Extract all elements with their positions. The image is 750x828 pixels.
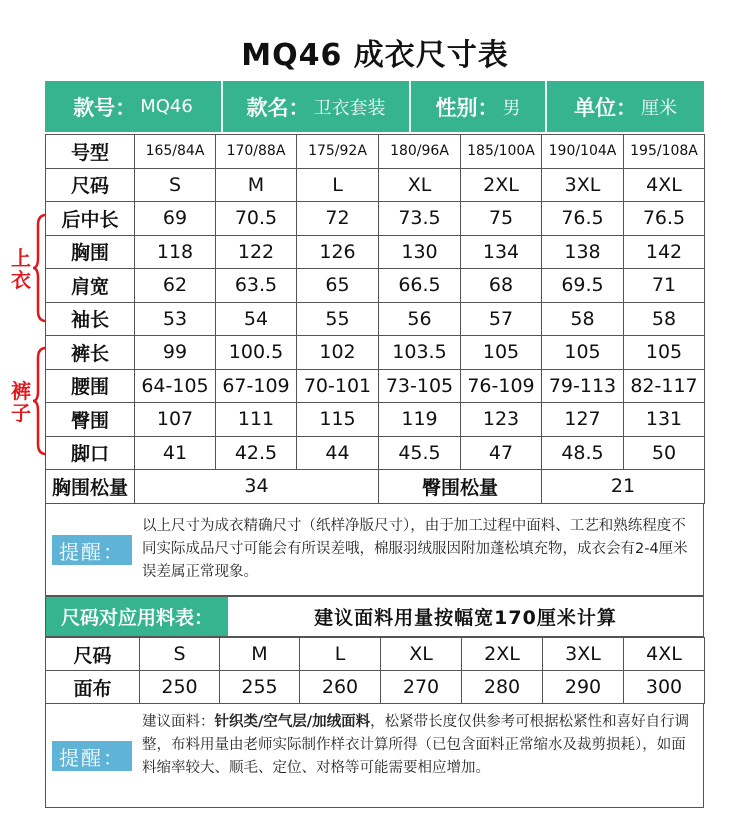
- measure-cell: 73.5: [379, 202, 461, 236]
- measure-cell: 64-105: [135, 369, 216, 403]
- measure-label: 肩宽: [46, 269, 135, 303]
- fabric-section-note: 建议面料用量按幅宽170厘米计算: [314, 607, 617, 629]
- unit-label: 单位：: [574, 95, 637, 120]
- style-name-value: 卫衣套装: [313, 97, 386, 119]
- measure-cell: 100.5: [216, 336, 297, 370]
- tip2-bold: 针织类/空气层/加绒面料: [214, 714, 371, 730]
- measure-cell: 130: [379, 235, 461, 269]
- unit-value: 厘米: [641, 97, 677, 119]
- measure-cell: 54: [216, 302, 297, 336]
- measure-cell: 58: [542, 302, 624, 336]
- measure-cell: 138: [542, 235, 624, 269]
- measure-cell: 102: [297, 336, 379, 370]
- measure-cell: 122: [216, 235, 297, 269]
- measure-label: 裤长: [46, 336, 135, 370]
- fabric-cell: 300: [624, 671, 705, 704]
- size-cell: 2XL: [461, 168, 542, 202]
- hip-ease-label: 臀围松量: [379, 470, 542, 504]
- table-row: [46, 302, 705, 336]
- measure-cell: 57: [461, 302, 542, 336]
- header-bar: [45, 81, 704, 132]
- measure-cell: 82-117: [624, 369, 705, 403]
- ease-row: [46, 470, 705, 504]
- measure-cell: 44: [297, 436, 379, 470]
- size-cell: 4XL: [624, 168, 705, 202]
- fabric-cell: 280: [462, 671, 543, 704]
- measure-cell: 65: [297, 269, 379, 303]
- measure-cell: 119: [379, 403, 461, 437]
- model-cell: 175/92A: [297, 135, 379, 169]
- fabric-size-cell: S: [140, 638, 220, 671]
- table-row: [46, 202, 705, 236]
- measure-cell: 76.5: [624, 202, 705, 236]
- fabric-size-cell: XL: [381, 638, 462, 671]
- measure-cell: 76.5: [542, 202, 624, 236]
- table-row: [46, 269, 705, 303]
- measure-cell: 56: [379, 302, 461, 336]
- measure-cell: 58: [624, 302, 705, 336]
- top-group-brace: [32, 213, 48, 323]
- table-row: [46, 235, 705, 269]
- fabric-size-cell: L: [300, 638, 381, 671]
- fabric-cell: 290: [543, 671, 624, 704]
- measure-cell: 126: [297, 235, 379, 269]
- measure-cell: 53: [135, 302, 216, 336]
- measure-cell: 73-105: [379, 369, 461, 403]
- gender-cell: [411, 81, 547, 132]
- style-no-label: 款号：: [73, 95, 137, 120]
- fabric-size-cell: 3XL: [543, 638, 624, 671]
- tip2-prefix: 建议面料：: [142, 714, 215, 730]
- measure-cell: 66.5: [379, 269, 461, 303]
- hip-ease-value: 21: [542, 470, 705, 504]
- size-cell: M: [216, 168, 297, 202]
- measure-cell: 70.5: [216, 202, 297, 236]
- unit-cell: [547, 81, 704, 132]
- measure-cell: 50: [624, 436, 705, 470]
- model-cell: 185/100A: [461, 135, 542, 169]
- tip2-rest: ，松紧带长度仅供参考可根据松紧性和喜好自行调整，布料用量由老师实际制作样衣计算所得（已包含面料正常缩水及裁剪损耗），如面料缩率较大、顺毛、定位、对格等可能需要相应增加。: [142, 714, 690, 776]
- measure-cell: 62: [135, 269, 216, 303]
- fabric-size-cell: 4XL: [624, 638, 705, 671]
- table-row: [46, 671, 705, 704]
- fabric-section-header: [45, 596, 704, 637]
- tip-text-1: 以上尺寸为成衣精确尺寸（纸样净版尺寸），由于加工过程中面料、工艺和熟练程度不同实际成品尺寸可能会有所误差哦，棉服羽绒服因附加蓬松填充物，成衣会有2-4厘米误差属正常现象。: [142, 518, 688, 580]
- table-row: [46, 403, 705, 437]
- measure-cell: 134: [461, 235, 542, 269]
- size-cell: 3XL: [542, 168, 624, 202]
- top-group-label: 上衣: [11, 246, 31, 292]
- measure-label: 臀围: [46, 403, 135, 437]
- measure-cell: 127: [542, 403, 624, 437]
- model-label: 号型: [46, 135, 135, 169]
- gender-label: 性别：: [435, 95, 499, 120]
- size-row: [46, 168, 705, 202]
- measure-cell: 72: [297, 202, 379, 236]
- measure-label: 后中长: [46, 202, 135, 236]
- model-row: [46, 135, 705, 169]
- measure-cell: 63.5: [216, 269, 297, 303]
- tip-box-1: [45, 503, 704, 596]
- measure-cell: 111: [216, 403, 297, 437]
- measure-cell: 67-109: [216, 369, 297, 403]
- measure-cell: 75: [461, 202, 542, 236]
- measure-cell: 107: [135, 403, 216, 437]
- measure-cell: 47: [461, 436, 542, 470]
- table-row: [46, 336, 705, 370]
- tip-text-2: [142, 711, 694, 780]
- size-table: [45, 134, 705, 504]
- fabric-table: [45, 637, 705, 704]
- chest-ease-value: 34: [135, 470, 379, 504]
- measure-cell: 131: [624, 403, 705, 437]
- table-row: [46, 436, 705, 470]
- measure-label: 袖长: [46, 302, 135, 336]
- measure-cell: 42.5: [216, 436, 297, 470]
- fabric-section-title: 尺码对应用料表：: [46, 597, 228, 636]
- model-cell: 195/108A: [624, 135, 705, 169]
- measure-cell: 70-101: [297, 369, 379, 403]
- measure-cell: 118: [135, 235, 216, 269]
- page-title: MQ46 成衣尺寸表: [241, 38, 509, 73]
- measure-cell: 115: [297, 403, 379, 437]
- style-name-label: 款名：: [246, 95, 310, 120]
- table-row: [46, 369, 705, 403]
- fabric-cell: 270: [381, 671, 462, 704]
- measure-cell: 105: [624, 336, 705, 370]
- measure-cell: 69: [135, 202, 216, 236]
- style-no-value: MQ46: [140, 96, 193, 117]
- tip-box-2: [45, 703, 704, 808]
- chest-ease-label: 胸围松量: [46, 470, 135, 504]
- measure-cell: 55: [297, 302, 379, 336]
- measure-label: 腰围: [46, 369, 135, 403]
- table-row: [46, 638, 705, 671]
- model-cell: 190/104A: [542, 135, 624, 169]
- fabric-size-cell: 2XL: [462, 638, 543, 671]
- gender-value: 男: [502, 97, 521, 119]
- measure-cell: 99: [135, 336, 216, 370]
- size-cell: XL: [379, 168, 461, 202]
- measure-label: 脚口: [46, 436, 135, 470]
- model-cell: 165/84A: [135, 135, 216, 169]
- fabric-cell: 260: [300, 671, 381, 704]
- pants-group-label: 裤子: [11, 379, 31, 425]
- style-no-cell: [45, 81, 223, 132]
- fabric-label: 面布: [46, 671, 140, 704]
- size-cell: S: [135, 168, 216, 202]
- measure-cell: 69.5: [542, 269, 624, 303]
- size-label: 尺码: [46, 168, 135, 202]
- measure-label: 胸围: [46, 235, 135, 269]
- measure-cell: 105: [542, 336, 624, 370]
- measure-cell: 105: [461, 336, 542, 370]
- fabric-cell: 250: [140, 671, 220, 704]
- measure-cell: 123: [461, 403, 542, 437]
- tip-tag-2: 提醒：: [52, 741, 132, 771]
- style-name-cell: [223, 81, 411, 132]
- measure-cell: 76-109: [461, 369, 542, 403]
- size-cell: L: [297, 168, 379, 202]
- measure-cell: 142: [624, 235, 705, 269]
- measure-cell: 41: [135, 436, 216, 470]
- tip-tag-1: 提醒：: [52, 535, 132, 565]
- pants-group-brace: [32, 346, 48, 456]
- fabric-cell: 255: [220, 671, 300, 704]
- measure-cell: 103.5: [379, 336, 461, 370]
- measure-cell: 48.5: [542, 436, 624, 470]
- measure-cell: 68: [461, 269, 542, 303]
- measure-cell: 45.5: [379, 436, 461, 470]
- fabric-size-cell: M: [220, 638, 300, 671]
- measure-cell: 71: [624, 269, 705, 303]
- model-cell: 180/96A: [379, 135, 461, 169]
- fabric-size-label: 尺码: [46, 638, 140, 671]
- measure-cell: 79-113: [542, 369, 624, 403]
- model-cell: 170/88A: [216, 135, 297, 169]
